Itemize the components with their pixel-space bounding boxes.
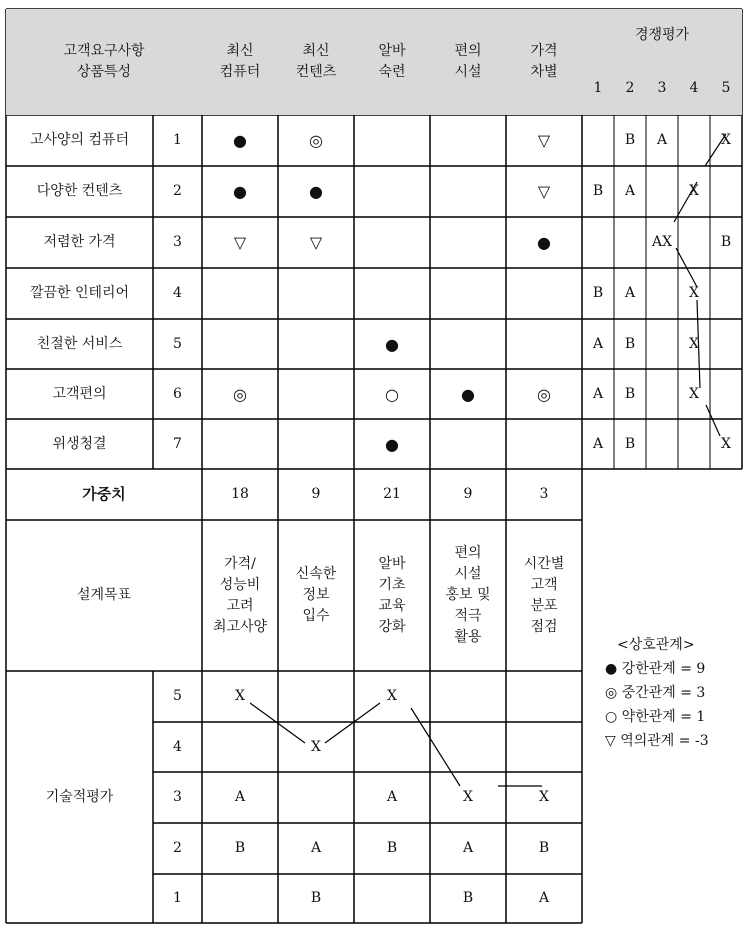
technical-mark: B [386, 840, 398, 856]
requirement-name: 고사양의 컴퓨터 [29, 132, 130, 148]
competitive-header: 경쟁평가 [582, 9, 742, 62]
legend-weak: ○ 약한관계 = 1 [605, 709, 706, 725]
competitive-mark [582, 217, 614, 268]
competitive-mark: A [592, 335, 604, 352]
competitive-mark [678, 115, 710, 166]
competitive-mark: X [689, 183, 699, 199]
competitive-mark: B [720, 234, 732, 250]
technical-level: 3 [173, 789, 182, 805]
relationship-symbol [202, 319, 278, 369]
relationship-symbol: ◎ [309, 131, 323, 150]
relationship-symbol: ● [309, 182, 323, 201]
requirement-number: 7 [173, 435, 182, 452]
relationship-symbol [354, 217, 430, 268]
competitive-mark [678, 217, 710, 268]
competitive-mark: B [624, 335, 636, 352]
requirement-name: 저렴한 가격 [43, 234, 116, 250]
technical-mark [278, 671, 354, 722]
technical-mark: A [538, 890, 550, 906]
relationship-symbol: ◎ [537, 384, 551, 404]
competitive-mark: X [689, 285, 699, 301]
relationship-symbol [354, 115, 430, 166]
competitive-mark: B [624, 435, 636, 452]
relationship-symbol: ▽ [537, 131, 551, 150]
design-goal: 신속한 정보 입수 [295, 566, 337, 624]
competitive-mark: A [592, 435, 604, 452]
relationship-symbol: ● [537, 233, 551, 252]
design-goal: 시간별 고객 분포 점검 [523, 555, 565, 635]
design-goal: 편의 시설 홍보 및 적극 활용 [445, 545, 491, 645]
technical-mark: X [539, 789, 549, 805]
competitive-mark [710, 166, 742, 217]
relationship-symbol [278, 268, 354, 319]
competitive-mark: A [656, 132, 668, 148]
relationship-symbol [430, 319, 506, 369]
relationship-symbol: ● [385, 334, 399, 354]
rating-header: 1 [582, 62, 614, 115]
relationship-symbol: ○ [385, 384, 399, 404]
technical-mark: B [462, 890, 474, 906]
relationship-symbol: ● [233, 131, 247, 150]
relationship-symbol: ● [461, 384, 475, 404]
competitive-mark [646, 268, 678, 319]
technical-mark [430, 722, 506, 772]
requirement-number: 6 [173, 385, 182, 402]
relationship-symbol [278, 369, 354, 419]
competitive-mark [646, 319, 678, 369]
feature-header: 편의 시설 [430, 9, 506, 115]
legend-negative: ▽ 역의관계 = -3 [605, 733, 709, 749]
relationship-symbol [430, 268, 506, 319]
relationship-symbol: ● [233, 182, 247, 201]
relationship-symbol [506, 268, 582, 319]
design-goal: 가격/ 성능비 고려 최고사양 [212, 555, 268, 635]
technical-mark: X [387, 688, 397, 704]
technical-mark [354, 874, 430, 923]
relationship-symbol [430, 419, 506, 469]
feature-header: 가격 차별 [506, 9, 582, 115]
technical-mark: B [538, 840, 550, 856]
competitive-mark: X [721, 132, 731, 148]
rating-header: 4 [678, 62, 710, 115]
competitive-mark: B [624, 132, 636, 148]
technical-mark [278, 772, 354, 823]
competitive-mark: A [624, 285, 636, 301]
competitive-mark [582, 115, 614, 166]
weight-value: 18 [231, 486, 249, 502]
technical-mark: B [310, 890, 322, 906]
relationship-symbol [506, 319, 582, 369]
competitive-mark [710, 369, 742, 419]
rating-header: 2 [614, 62, 646, 115]
design-goals-label: 설계목표 [76, 587, 132, 603]
competitive-mark: X [689, 335, 699, 352]
relationship-symbol: ▽ [537, 182, 551, 201]
technical-evaluation-label: 기술적평가 [45, 788, 114, 805]
relationship-symbol [354, 166, 430, 217]
technical-mark: A [462, 840, 474, 856]
technical-mark: A [310, 840, 322, 856]
relationship-symbol [506, 419, 582, 469]
competitive-mark: B [592, 285, 604, 301]
technical-mark: X [311, 738, 321, 755]
legend-title: <상호관계> [617, 637, 695, 653]
relationship-symbol: ▽ [309, 233, 323, 252]
technical-mark: A [386, 789, 398, 805]
relationship-symbol [430, 115, 506, 166]
requirement-name: 다양한 컨텐츠 [36, 183, 123, 199]
weight-value: 3 [539, 486, 549, 502]
weight-value: 21 [383, 486, 401, 502]
technical-mark [430, 671, 506, 722]
requirement-number: 2 [173, 183, 182, 199]
competitive-mark: AX [651, 234, 673, 250]
technical-level: 4 [173, 738, 182, 755]
technical-mark: B [234, 840, 246, 856]
requirement-name: 깔끔한 인테리어 [29, 285, 130, 301]
requirement-name: 위생청결 [52, 435, 107, 452]
relationship-symbol [430, 166, 506, 217]
technical-level: 5 [173, 688, 182, 704]
competitive-mark [710, 268, 742, 319]
competitive-mark [710, 319, 742, 369]
technical-mark [506, 671, 582, 722]
design-goal: 알바 기초 교육 강화 [378, 555, 406, 635]
requirement-number: 3 [173, 234, 182, 250]
competitive-mark: A [624, 183, 636, 199]
requirement-number: 4 [173, 285, 182, 301]
competitive-mark [614, 217, 646, 268]
requirement-number: 1 [173, 132, 182, 148]
rating-header: 3 [646, 62, 678, 115]
competitive-mark [646, 369, 678, 419]
requirement-name: 친절한 서비스 [36, 335, 123, 352]
requirement-number: 5 [173, 335, 182, 352]
relationship-symbol [278, 419, 354, 469]
relationship-symbol: ● [385, 434, 399, 454]
weight-value: 9 [463, 486, 473, 502]
feature-header: 최신 컴퓨터 [202, 9, 278, 115]
feature-header: 최신 컨텐츠 [278, 9, 354, 115]
relationship-symbol: ▽ [233, 233, 247, 252]
competitive-mark: B [624, 385, 636, 402]
weight-value: 9 [311, 486, 321, 502]
competitive-mark: X [689, 385, 699, 402]
feature-header: 알바 숙련 [354, 9, 430, 115]
technical-mark [506, 722, 582, 772]
technical-mark: X [463, 789, 473, 805]
competitive-mark [678, 419, 710, 469]
relationship-symbol [202, 268, 278, 319]
technical-mark: X [235, 688, 245, 704]
technical-mark: A [234, 789, 246, 805]
competitive-mark [646, 419, 678, 469]
competitive-mark: X [721, 435, 731, 452]
rating-header: 5 [710, 62, 742, 115]
relationship-symbol: ◎ [233, 384, 247, 404]
technical-mark [202, 874, 278, 923]
competitive-mark: A [592, 385, 604, 402]
relationship-legend [605, 633, 745, 753]
legend-medium: ◎ 중간관계 = 3 [605, 685, 706, 701]
technical-mark [354, 722, 430, 772]
requirements-header: 고객요구사항 상품특성 [6, 9, 202, 115]
relationship-symbol [354, 268, 430, 319]
legend-strong: ● 강한관계 = 9 [605, 661, 706, 677]
technical-mark [202, 722, 278, 772]
requirement-name: 고객편의 [52, 385, 107, 402]
competitive-mark: B [592, 183, 604, 199]
relationship-symbol [278, 319, 354, 369]
technical-level: 2 [173, 840, 182, 856]
weights-label: 가중치 [82, 485, 126, 503]
competitive-mark [646, 166, 678, 217]
technical-level: 1 [173, 890, 182, 906]
relationship-symbol [202, 419, 278, 469]
relationship-symbol [430, 217, 506, 268]
